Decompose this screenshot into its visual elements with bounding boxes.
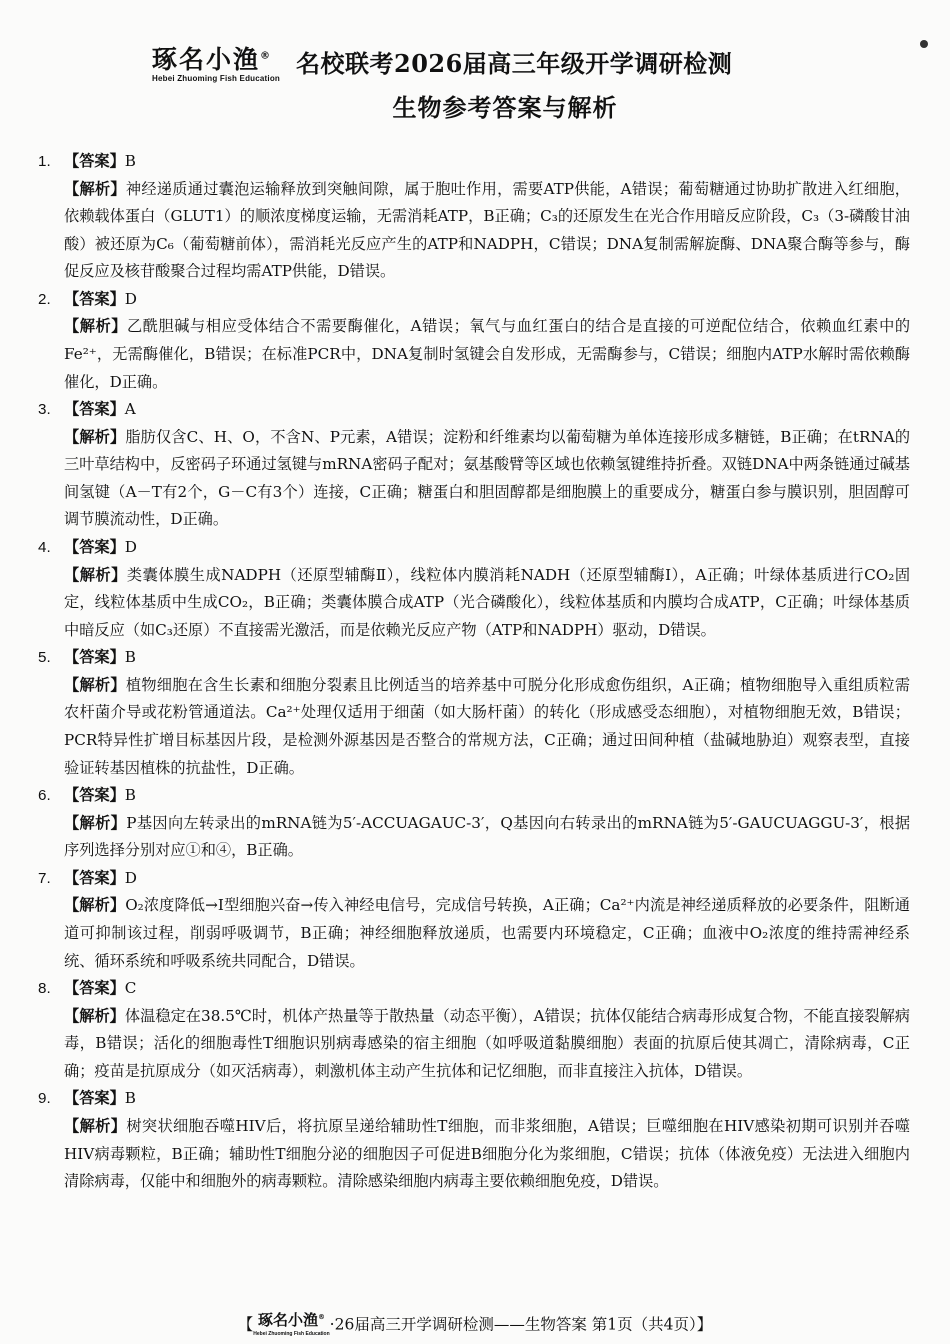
answer-tag: 【答案】: [64, 289, 125, 308]
question-block: [38, 975, 910, 1085]
page-footer: [0, 1310, 950, 1341]
explanation-tag: 【解析】: [64, 813, 127, 832]
footer-text: ·26届高三开学调研检测——生物答案 第1页（共4页）】: [329, 1315, 713, 1334]
question-number: 8.: [38, 980, 51, 998]
answer-line: [38, 644, 910, 672]
answer-value: B: [124, 1089, 136, 1108]
explanation-paragraph: [38, 1003, 910, 1086]
question-block: [38, 286, 910, 396]
answer-value: D: [124, 289, 137, 308]
explanation-text: 脂肪仅含C、H、O，不含N、P元素，A错误；淀粉和纤维素均以葡萄糖为单体连接形成多糖链，B正确；在tRNA的三叶草结构中，反密码子环通过氢键与mRNA密码子配对；氨基酸臂等区域也依赖氢键维持折叠。双链DNA中两条链通过碱基间氢键（A－T有2个，G－C有3个）连接，C正确；糖蛋白和胆固醇都是细胞膜上的重要成分，糖蛋白参与膜识别，胆固醇可调节膜流动性，D正确。: [64, 427, 911, 529]
explanation-tag: 【解析】: [64, 179, 126, 198]
answer-list: [38, 148, 910, 1196]
explanation-tag: 【解析】: [64, 1116, 127, 1135]
answer-line: [38, 782, 910, 810]
answer-tag: 【答案】: [64, 538, 125, 557]
question-number: 4.: [38, 539, 51, 557]
brand-logo: [152, 40, 292, 83]
answer-tag: 【答案】: [64, 786, 125, 805]
explanation-text: O₂浓度降低→Ⅰ型细胞兴奋→传入神经电信号，完成信号转换，A正确；Ca²⁺内流是神经递质释放的必要条件，阻断通道可抑制该过程，削弱呼吸调节，B正确；神经细胞释放递质，也需要内环境稳定，C正确；血液中O₂浓度的维持需神经系统、循环系统和呼吸系统共同配合，D错误。: [64, 896, 910, 970]
answer-line: [38, 286, 910, 314]
explanation-tag: 【解析】: [64, 427, 126, 446]
answer-value: B: [124, 786, 136, 805]
answer-value: B: [124, 152, 136, 170]
question-number: 6.: [38, 787, 51, 805]
question-block: [38, 782, 910, 865]
answer-line: [38, 1085, 910, 1113]
question-block: [38, 534, 910, 644]
answer-line: [38, 148, 910, 176]
explanation-paragraph: [38, 1113, 910, 1196]
answer-value: B: [124, 648, 136, 667]
explanation-paragraph: [38, 892, 910, 975]
explanation-text: 类囊体膜生成NADPH（还原型辅酶Ⅱ），线粒体内膜消耗NADH（还原型辅酶Ⅰ），A正确；叶绿体基质进行CO₂固定，线粒体基质中生成CO₂，B正确；类囊体膜合成ATP（光合磷酸化），线粒体基质和内膜均合成ATP，C正确；叶绿体基质中暗反应（如C₃还原）不直接需光激活，而是依赖光反应产物（ATP和NADPH）驱动，D错误。: [64, 565, 911, 639]
question-block: [38, 1085, 910, 1195]
question-block: [38, 396, 910, 534]
question-number: 7.: [38, 869, 51, 887]
question-number: 3.: [38, 401, 51, 419]
explanation-text: 乙酰胆碱与相应受体结合不需要酶催化，A错误；氧气与血红蛋白的结合是直接的可逆配位结合，依赖血红素中的Fe²⁺，无需酶催化，B错误；在标准PCR中，DNA复制时氢键会自发形成，无需酶参与，C错误；细胞内ATP水解时需依赖酶催化，D正确。: [64, 317, 911, 391]
explanation-text: 神经递质通过囊泡运输释放到突触间隙，属于胞吐作用，需要ATP供能，A错误；葡萄糖通过协助扩散进入红细胞，依赖载体蛋白（GLUT1）的顺浓度梯度运输，无需消耗ATP，B正确；C₃的还原发生在光合作用暗反应阶段，C₃（3-磷酸甘油酸）被还原为C₆（葡萄糖前体），需消耗光反应产生的ATP和NADPH，C错误；DNA复制需解旋酶、DNA聚合酶等参与，酶促反应及核苷酸聚合过程均需ATP供能，D错误。: [64, 179, 910, 281]
question-block: [38, 865, 910, 975]
answer-tag: 【答案】: [64, 1089, 125, 1108]
answer-tag: 【答案】: [64, 979, 125, 998]
answer-tag: 【答案】: [64, 648, 125, 667]
footer-open-bracket: 【: [237, 1315, 254, 1334]
answer-value: D: [124, 538, 137, 557]
answer-line: [38, 534, 910, 562]
question-number: 9.: [38, 1090, 51, 1108]
page-subtitle: 生物参考答案与解析: [392, 93, 618, 122]
explanation-paragraph: [38, 424, 910, 534]
explanation-tag: 【解析】: [64, 1006, 125, 1025]
question-number: 1.: [38, 153, 51, 170]
footer-logo: [253, 1310, 329, 1341]
explanation-tag: 【解析】: [64, 896, 126, 915]
answer-value: D: [124, 868, 137, 887]
answer-tag: 【答案】: [64, 868, 125, 887]
answer-tag: 【答案】: [64, 152, 125, 170]
explanation-text: P基因向左转录出的mRNA链为5′-ACCUAGAUC-3′，Q基因向右转录出的mRNA链为5′-GAUCUAGGU-3′，根据序列选择分别对应①和④，B正确。: [64, 813, 911, 860]
answer-line: [38, 396, 910, 424]
explanation-paragraph: [38, 672, 910, 782]
logo-subtext: Hebei Zhuoming Fish Education: [152, 74, 281, 83]
answer-value: C: [124, 979, 137, 998]
footer-logo-text: 琢名小渔: [257, 1311, 318, 1329]
footer-registered-mark: ®: [317, 1313, 325, 1321]
registered-mark: ®: [260, 50, 273, 62]
page-title: 名校联考2026届高三年级开学调研检测: [296, 49, 733, 78]
explanation-tag: 【解析】: [64, 317, 128, 336]
answer-tag: 【答案】: [64, 400, 125, 419]
explanation-text: 体温稳定在38.5℃时，机体产热量等于散热量（动态平衡），A错误；抗体仅能结合病毒形成复合物，不能直接裂解病毒，B错误；活化的细胞毒性T细胞识别病毒感染的宿主细胞（如呼吸道黏膜细胞）表面的抗原后使其凋亡，清除病毒，C正确；疫苗是抗原成分（如灭活病毒），刺激机体主动产生抗体和记忆细胞，而非直接注入抗体，D错误。: [64, 1006, 910, 1080]
explanation-text: 树突状细胞吞噬HIV后，将抗原呈递给辅助性T细胞，而非浆细胞，A错误；巨噬细胞在HIV感染初期可识别并吞噬HIV病毒颗粒，B正确；辅助性T细胞分泌的细胞因子可促进B细胞分化为浆细胞，C错误；抗体（体液免疫）无法进入细胞内清除病毒，仅能中和细胞外的病毒颗粒。清除感染细胞内病毒主要依赖细胞免疫，D错误。: [64, 1116, 910, 1191]
question-block: [38, 644, 910, 782]
explanation-paragraph: [38, 562, 910, 645]
answer-line: [38, 865, 910, 893]
logo-text: 琢名小渔: [152, 45, 261, 74]
explanation-paragraph: [38, 313, 910, 396]
explanation-tag: 【解析】: [64, 675, 126, 694]
explanation-text: 植物细胞在含生长素和细胞分裂素且比例适当的培养基中可脱分化形成愈伤组织，A正确；植物细胞导入重组质粒需农杆菌介导或花粉管通道法。Ca²⁺处理仅适用于细菌（如大肠杆菌）的转化（形成感受态细胞），对植物细胞无效，B错误；PCR特异性扩增目标基因片段，是检测外源基因是否整合的常规方法，C正确；通过田间种植（盐碱地胁迫）观察表型，直接验证转基因植株的抗盐性，D正确。: [64, 675, 911, 777]
explanation-tag: 【解析】: [64, 565, 127, 584]
answer-line: [38, 975, 910, 1003]
question-number: 2.: [38, 290, 51, 308]
explanation-paragraph: [38, 176, 910, 286]
corner-dot: [920, 40, 928, 48]
explanation-paragraph: [38, 810, 910, 865]
question-block: [38, 148, 910, 286]
answer-value: A: [124, 400, 136, 419]
footer-logo-subtext: Hebei Zhuoming Fish Education: [253, 1331, 330, 1337]
question-number: 5.: [38, 649, 51, 667]
page-header: [0, 36, 950, 126]
